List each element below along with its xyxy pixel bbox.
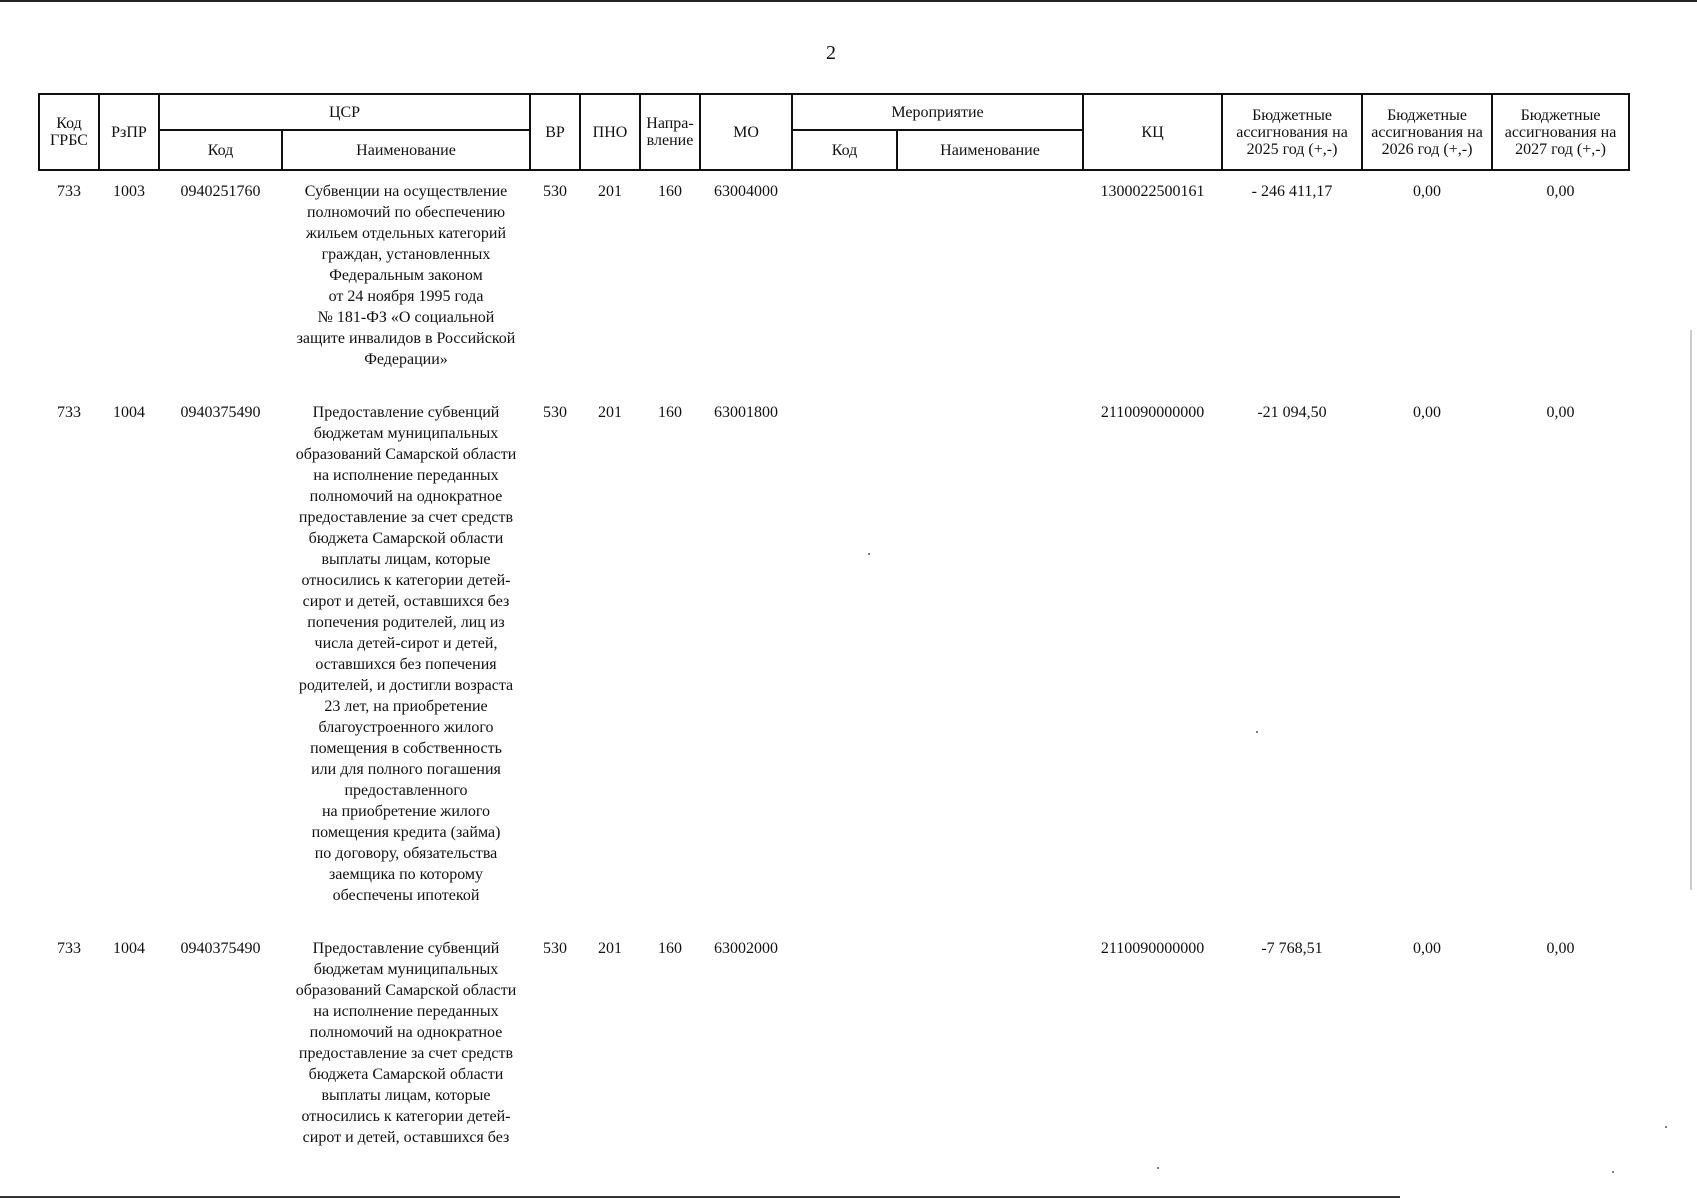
header-budget-2025: Бюджетные ассигнования на 2025 год (+,-) xyxy=(1222,94,1362,170)
header-csr-kod: Код xyxy=(159,130,282,170)
header-csr: ЦСР xyxy=(159,94,530,130)
cell-rzpr: 1003 xyxy=(113,183,145,200)
header-vr: ВР xyxy=(530,94,580,170)
page-number: 2 xyxy=(826,42,836,64)
cell-mer-kod xyxy=(792,392,897,928)
cell-mer-kod xyxy=(792,928,897,1170)
cell-budget-2025: -21 094,50 xyxy=(1257,404,1327,421)
scan-speck xyxy=(1612,1171,1614,1173)
cell-mo: 63002000 xyxy=(714,940,778,957)
cell-csr-kod: 0940375490 xyxy=(180,940,261,957)
scan-speck xyxy=(1665,1126,1667,1128)
header-mo: МО xyxy=(700,94,792,170)
scan-speck xyxy=(1157,1167,1159,1169)
cell-budget-2025: - 246 411,17 xyxy=(1251,183,1333,200)
scan-speck xyxy=(868,553,870,555)
cell-pno: 201 xyxy=(598,183,622,200)
cell-budget-2026: 0,00 xyxy=(1413,940,1442,957)
cell-budget-2025: -7 768,51 xyxy=(1261,940,1323,957)
header-meropriyatie: Мероприятие xyxy=(792,94,1083,130)
budget-table xyxy=(38,93,1630,1170)
cell-vr: 530 xyxy=(543,183,567,200)
cell-budget-2026: 0,00 xyxy=(1413,183,1442,200)
cell-mo: 63004000 xyxy=(714,183,778,200)
header-kod-grbs: Код ГРБС xyxy=(39,94,99,170)
table-body xyxy=(39,170,1629,1170)
cell-csr-kod: 0940375490 xyxy=(180,404,261,421)
header-pno: ПНО xyxy=(580,94,640,170)
header-budget-2026: Бюджетные ассигнования на 2026 год (+,-) xyxy=(1362,94,1492,170)
cell-pno: 201 xyxy=(598,940,622,957)
table-row xyxy=(39,928,1629,1170)
cell-pno: 201 xyxy=(598,404,622,421)
header-budget-2027: Бюджетные ассигнования на 2027 год (+,-) xyxy=(1492,94,1629,170)
cell-kod-grbs: 733 xyxy=(57,404,81,421)
cell-kc: 1300022500161 xyxy=(1100,183,1205,200)
cell-csr-kod: 0940251760 xyxy=(180,183,261,200)
cell-mo: 63001800 xyxy=(714,404,778,421)
cell-budget-2027: 0,00 xyxy=(1546,404,1575,421)
scan-speck xyxy=(1256,731,1258,733)
cell-mer-name xyxy=(897,170,1083,392)
scan-border-top xyxy=(0,0,1697,2)
cell-napravlenie: 160 xyxy=(658,183,682,200)
cell-csr-name: Субвенции на осуществление полномочий по обеспечению жильем отдельных категорий граждан, установленных Федеральным законом от 24 ноября 1995 года № 181-ФЗ «О социальной защите инвалидов в Российской Федерации» xyxy=(296,183,516,368)
cell-napravlenie: 160 xyxy=(658,940,682,957)
scan-edge-right xyxy=(1690,330,1692,890)
cell-csr-name: Предоставление субвенций бюджетам муниципальных образований Самарской области на исполнение переданных полномочий на однократное предоставление за счет средств бюджета Самарской области выплаты лицам, которые относились к категории детей- сирот и детей, оставшихся без попечения родителей, лиц из числа детей-сирот и детей, оставшихся без попечения родителей, и достигли возраста 23 лет, на приобретение благоустроенного жилого помещения в собственность или для полного погашения предоставленного на приобретение жилого помещения кредита (займа) по договору, обязательства заемщика по которому обеспечены ипотекой xyxy=(295,404,517,904)
cell-budget-2027: 0,00 xyxy=(1546,940,1575,957)
cell-budget-2027: 0,00 xyxy=(1546,183,1575,200)
table-row xyxy=(39,170,1629,392)
cell-rzpr: 1004 xyxy=(113,404,145,421)
cell-kc: 2110090000000 xyxy=(1100,940,1205,957)
cell-kc: 2110090000000 xyxy=(1100,404,1205,421)
cell-mer-kod xyxy=(792,170,897,392)
cell-vr: 530 xyxy=(543,940,567,957)
cell-csr-name: Предоставление субвенций бюджетам муниципальных образований Самарской области на исполнение переданных полномочий на однократное предоставление за счет средств бюджета Самарской области выплаты лицам, которые относились к категории детей- сирот и детей, оставшихся без xyxy=(295,940,517,1146)
header-csr-name: Наименование xyxy=(282,130,530,170)
cell-rzpr: 1004 xyxy=(113,940,145,957)
cell-kod-grbs: 733 xyxy=(57,183,81,200)
scan-border-bottom xyxy=(0,1196,1400,1198)
table-header xyxy=(39,94,1629,170)
cell-mer-name xyxy=(897,392,1083,928)
cell-napravlenie: 160 xyxy=(658,404,682,421)
header-kc: КЦ xyxy=(1083,94,1222,170)
cell-budget-2026: 0,00 xyxy=(1413,404,1442,421)
cell-vr: 530 xyxy=(543,404,567,421)
header-mer-name: Наименование xyxy=(897,130,1083,170)
header-rzpr: РзПР xyxy=(99,94,159,170)
header-napravlenie: Напра- вление xyxy=(640,94,700,170)
table-row xyxy=(39,392,1629,928)
header-mer-kod: Код xyxy=(792,130,897,170)
cell-kod-grbs: 733 xyxy=(57,940,81,957)
cell-mer-name xyxy=(897,928,1083,1170)
